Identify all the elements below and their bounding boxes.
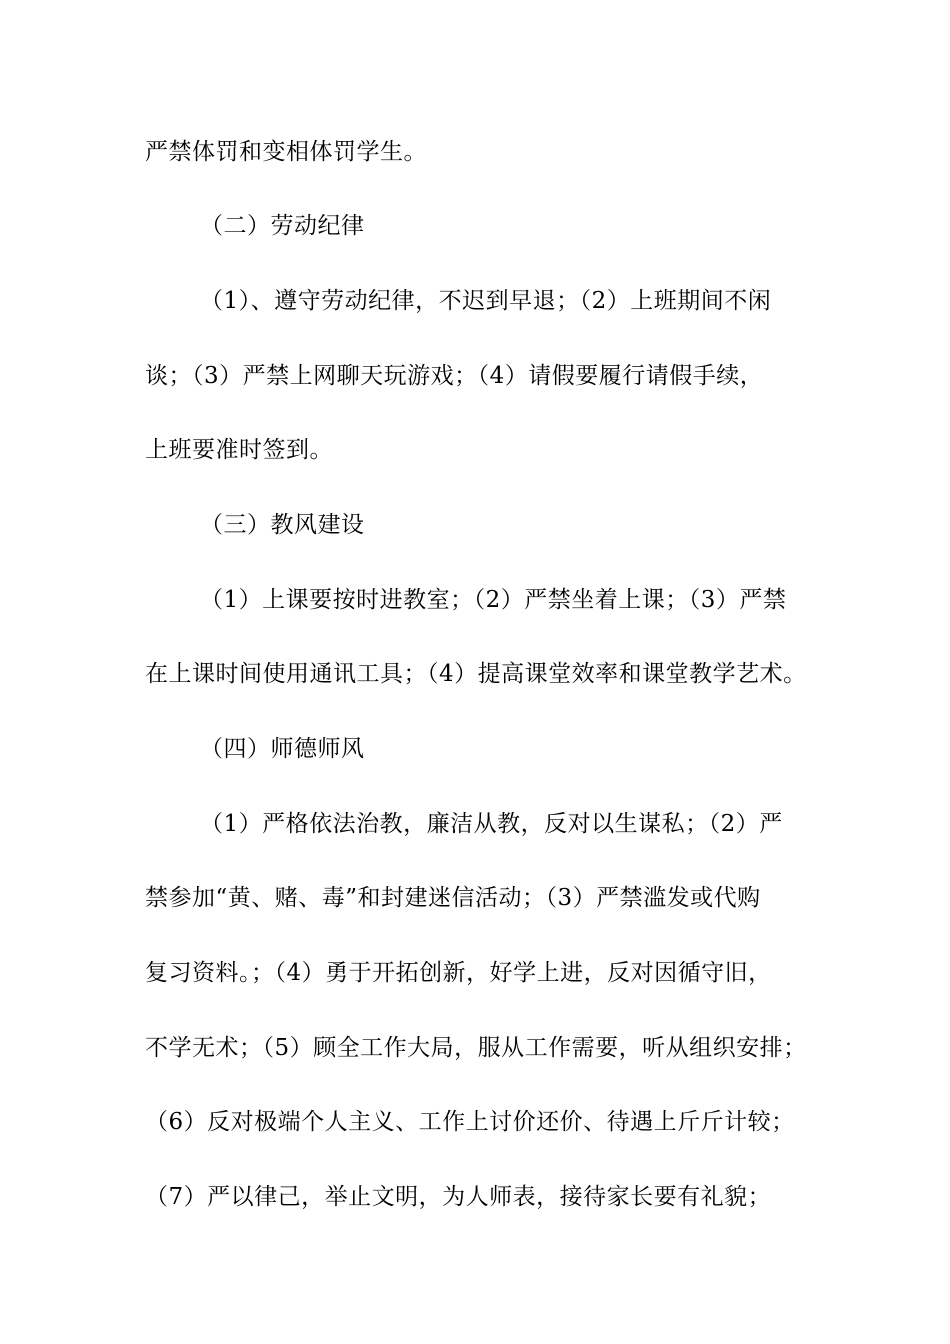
paragraph-line: 不学无术；（5）顾全工作大局，服从工作需要，听从组织安排；	[145, 1035, 807, 1061]
paragraph-line: （7）严以律己，举止文明，为人师表，接待家长要有礼貌；	[145, 1184, 772, 1210]
paragraph-line: 谈；（3）严禁上网聊天玩游戏；（4）请假要履行请假手续，	[145, 363, 764, 389]
paragraph-line: （6）反对极端个人主义、工作上讨价还价、待遇上斤斤计较；	[145, 1109, 795, 1135]
section-heading-labor-discipline: （二）劳动纪律	[200, 213, 365, 239]
paragraph-line-continuation: 严禁体罚和变相体罚学生。	[145, 139, 427, 165]
paragraph-line: 禁参加“黄、赌、毒”和封建迷信活动；（3）严禁滥发或代购	[145, 885, 761, 911]
paragraph-line: （1）严格依法治教，廉洁从教，反对以生谋私；（2）严	[200, 811, 783, 837]
paragraph-line: 在上课时间使用通讯工具；（4）提高课堂效率和课堂教学艺术。	[145, 661, 807, 687]
paragraph-line: 上班要准时签到。	[145, 437, 333, 463]
section-heading-teaching-style: （三）教风建设	[200, 512, 365, 538]
paragraph-line: （1）上课要按时进教室；（2）严禁坐着上课；（3）严禁	[200, 587, 787, 613]
paragraph-line: 复习资料。；（4）勇于开拓创新，好学上进，反对因循守旧，	[145, 960, 772, 986]
paragraph-line: （1）、遵守劳动纪律，不迟到早退；（2）上班期间不闲	[200, 288, 772, 314]
section-heading-teacher-ethics: （四）师德师风	[200, 736, 365, 762]
